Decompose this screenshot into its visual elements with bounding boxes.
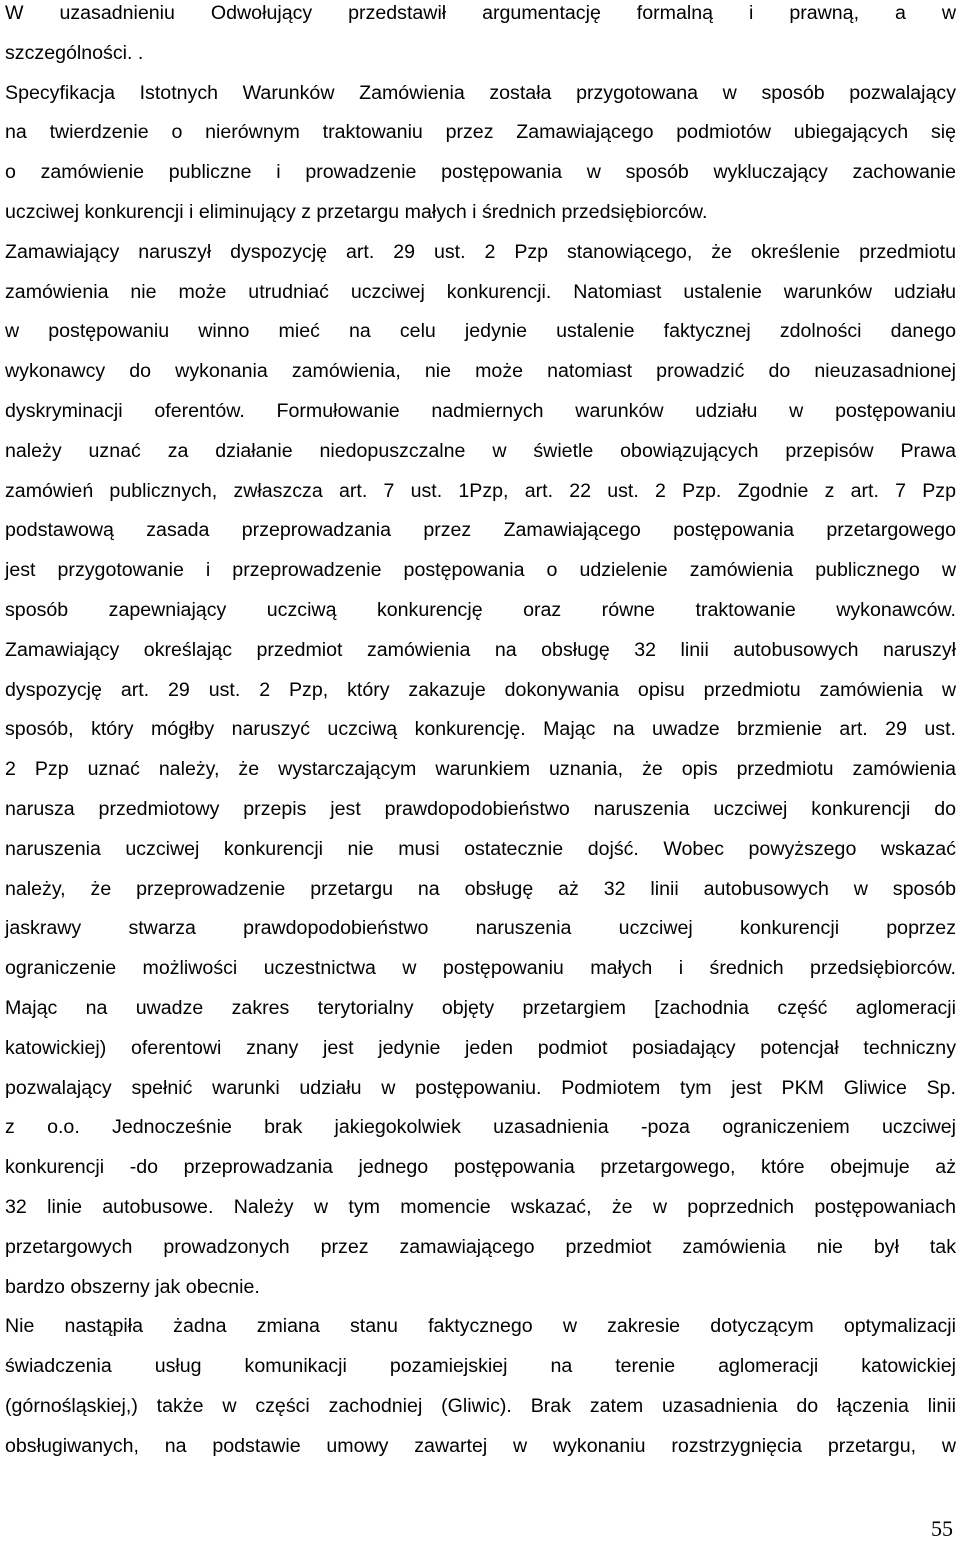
text-line: Zamawiający określając przedmiot zamówienia na obsługę 32 linii autobusowych naruszył bbox=[5, 638, 956, 661]
text-line: Mając na uwadze zakres terytorialny objęty przetargiem [zachodnia część aglomeracji bbox=[5, 996, 956, 1019]
text-line: Zamawiający naruszył dyspozycję art. 29 ust. 2 Pzp stanowiącego, że określenie przedmiotu bbox=[5, 240, 956, 263]
text-line: należy, że przeprowadzenie przetargu na obsługę aż 32 linii autobusowych w sposób bbox=[5, 877, 956, 900]
text-line: katowickiej) oferentowi znany jest jedynie jeden podmiot posiadający potencjał techniczny bbox=[5, 1036, 956, 1059]
text-line: bardzo obszerny jak obecnie. bbox=[5, 1275, 260, 1298]
text-line: uczciwej konkurencji i eliminujący z przetargu małych i średnich przedsiębiorców. bbox=[5, 200, 708, 223]
text-line: o zamówienie publiczne i prowadzenie postępowania w sposób wykluczający zachowanie bbox=[5, 161, 956, 184]
text-line: dyspozycję art. 29 ust. 2 Pzp, który zakazuje dokonywania opisu przedmiotu zamówienia w bbox=[5, 678, 956, 701]
body-text bbox=[5, 0, 956, 1466]
text-line: dyskryminacji oferentów. Formułowanie nadmiernych warunków udziału w postępowaniu bbox=[5, 399, 956, 422]
text-line: Nie nastąpiła żadna zmiana stanu faktycznego w zakresie dotyczącym optymalizacji bbox=[5, 1315, 956, 1338]
text-line: Specyfikacja Istotnych Warunków Zamówienia została przygotowana w sposób pozwalający bbox=[5, 81, 956, 104]
text-line: konkurencji -do przeprowadzania jednego postępowania przetargowego, które obejmuje aż bbox=[5, 1156, 956, 1179]
text-line: w postępowaniu winno mieć na celu jedynie ustalenie faktycznej zdolności danego bbox=[5, 320, 956, 343]
text-line: wykonawcy do wykonania zamówienia, nie może natomiast prowadzić do nieuzasadnionej bbox=[5, 360, 956, 383]
page-number: 55 bbox=[931, 1516, 953, 1541]
text-line: podstawową zasada przeprowadzania przez Zamawiającego postępowania przetargowego bbox=[5, 519, 956, 542]
text-line: na twierdzenie o nierównym traktowaniu przez Zamawiającego podmiotów ubiegających się bbox=[5, 121, 956, 144]
text-line: sposób zapewniający uczciwą konkurencję oraz równe traktowanie wykonawców. bbox=[5, 598, 956, 621]
text-line: jest przygotowanie i przeprowadzenie postępowania o udzielenie zamówienia publicznego w bbox=[5, 559, 956, 582]
text-line: zamówienia nie może utrudniać uczciwej konkurencji. Natomiast ustalenie warunków udziału bbox=[5, 280, 956, 303]
text-line: (górnośląskiej,) także w części zachodniej (Gliwic). Brak zatem uzasadnienia do łączenia linii bbox=[5, 1394, 956, 1417]
text-line: ograniczenie możliwości uczestnictwa w postępowaniu małych i średnich przedsiębiorców. bbox=[5, 957, 956, 980]
text-line: obsługiwanych, na podstawie umowy zawartej w wykonaniu rozstrzygnięcia przetargu, w bbox=[5, 1434, 956, 1457]
text-line: sposób, który mógłby naruszyć uczciwą konkurencję. Mając na uwadze brzmienie art. 29 ust. bbox=[5, 718, 956, 741]
text-line: pozwalający spełnić warunki udziału w postępowaniu. Podmiotem tym jest PKM Gliwice Sp. bbox=[5, 1076, 956, 1099]
text-line: z o.o. Jednocześnie brak jakiegokolwiek uzasadnienia -poza ograniczeniem uczciwej bbox=[5, 1116, 956, 1139]
text-line: 32 linie autobusowe. Należy w tym momencie wskazać, że w poprzednich postępowaniach bbox=[5, 1195, 956, 1218]
text-line: szczególności. . bbox=[5, 41, 144, 64]
text-line: narusza przedmiotowy przepis jest prawdopodobieństwo naruszenia uczciwej konkurencji do bbox=[5, 797, 956, 820]
text-line: 2 Pzp uznać należy, że wystarczającym warunkiem uznania, że opis przedmiotu zamówienia bbox=[5, 758, 956, 781]
text-line: zamówień publicznych, zwłaszcza art. 7 ust. 1Pzp, art. 22 ust. 2 Pzp. Zgodnie z art. 7 Pzp bbox=[5, 479, 956, 502]
text-line: przetargowych prowadzonych przez zamawiającego przedmiot zamówienia nie był tak bbox=[5, 1235, 956, 1258]
text-line: W uzasadnieniu Odwołujący przedstawił argumentację formalną i prawną, a w bbox=[5, 2, 956, 24]
text-line: naruszenia uczciwej konkurencji nie musi ostatecznie dojść. Wobec powyższego wskazać bbox=[5, 837, 956, 860]
text-line: należy uznać za działanie niedopuszczalne w świetle obowiązujących przepisów Prawa bbox=[5, 439, 956, 462]
text-line: świadczenia usług komunikacji pozamiejskiej na terenie aglomeracji katowickiej bbox=[5, 1355, 956, 1378]
text-line: jaskrawy stwarza prawdopodobieństwo naruszenia uczciwej konkurencji poprzez bbox=[5, 917, 956, 940]
